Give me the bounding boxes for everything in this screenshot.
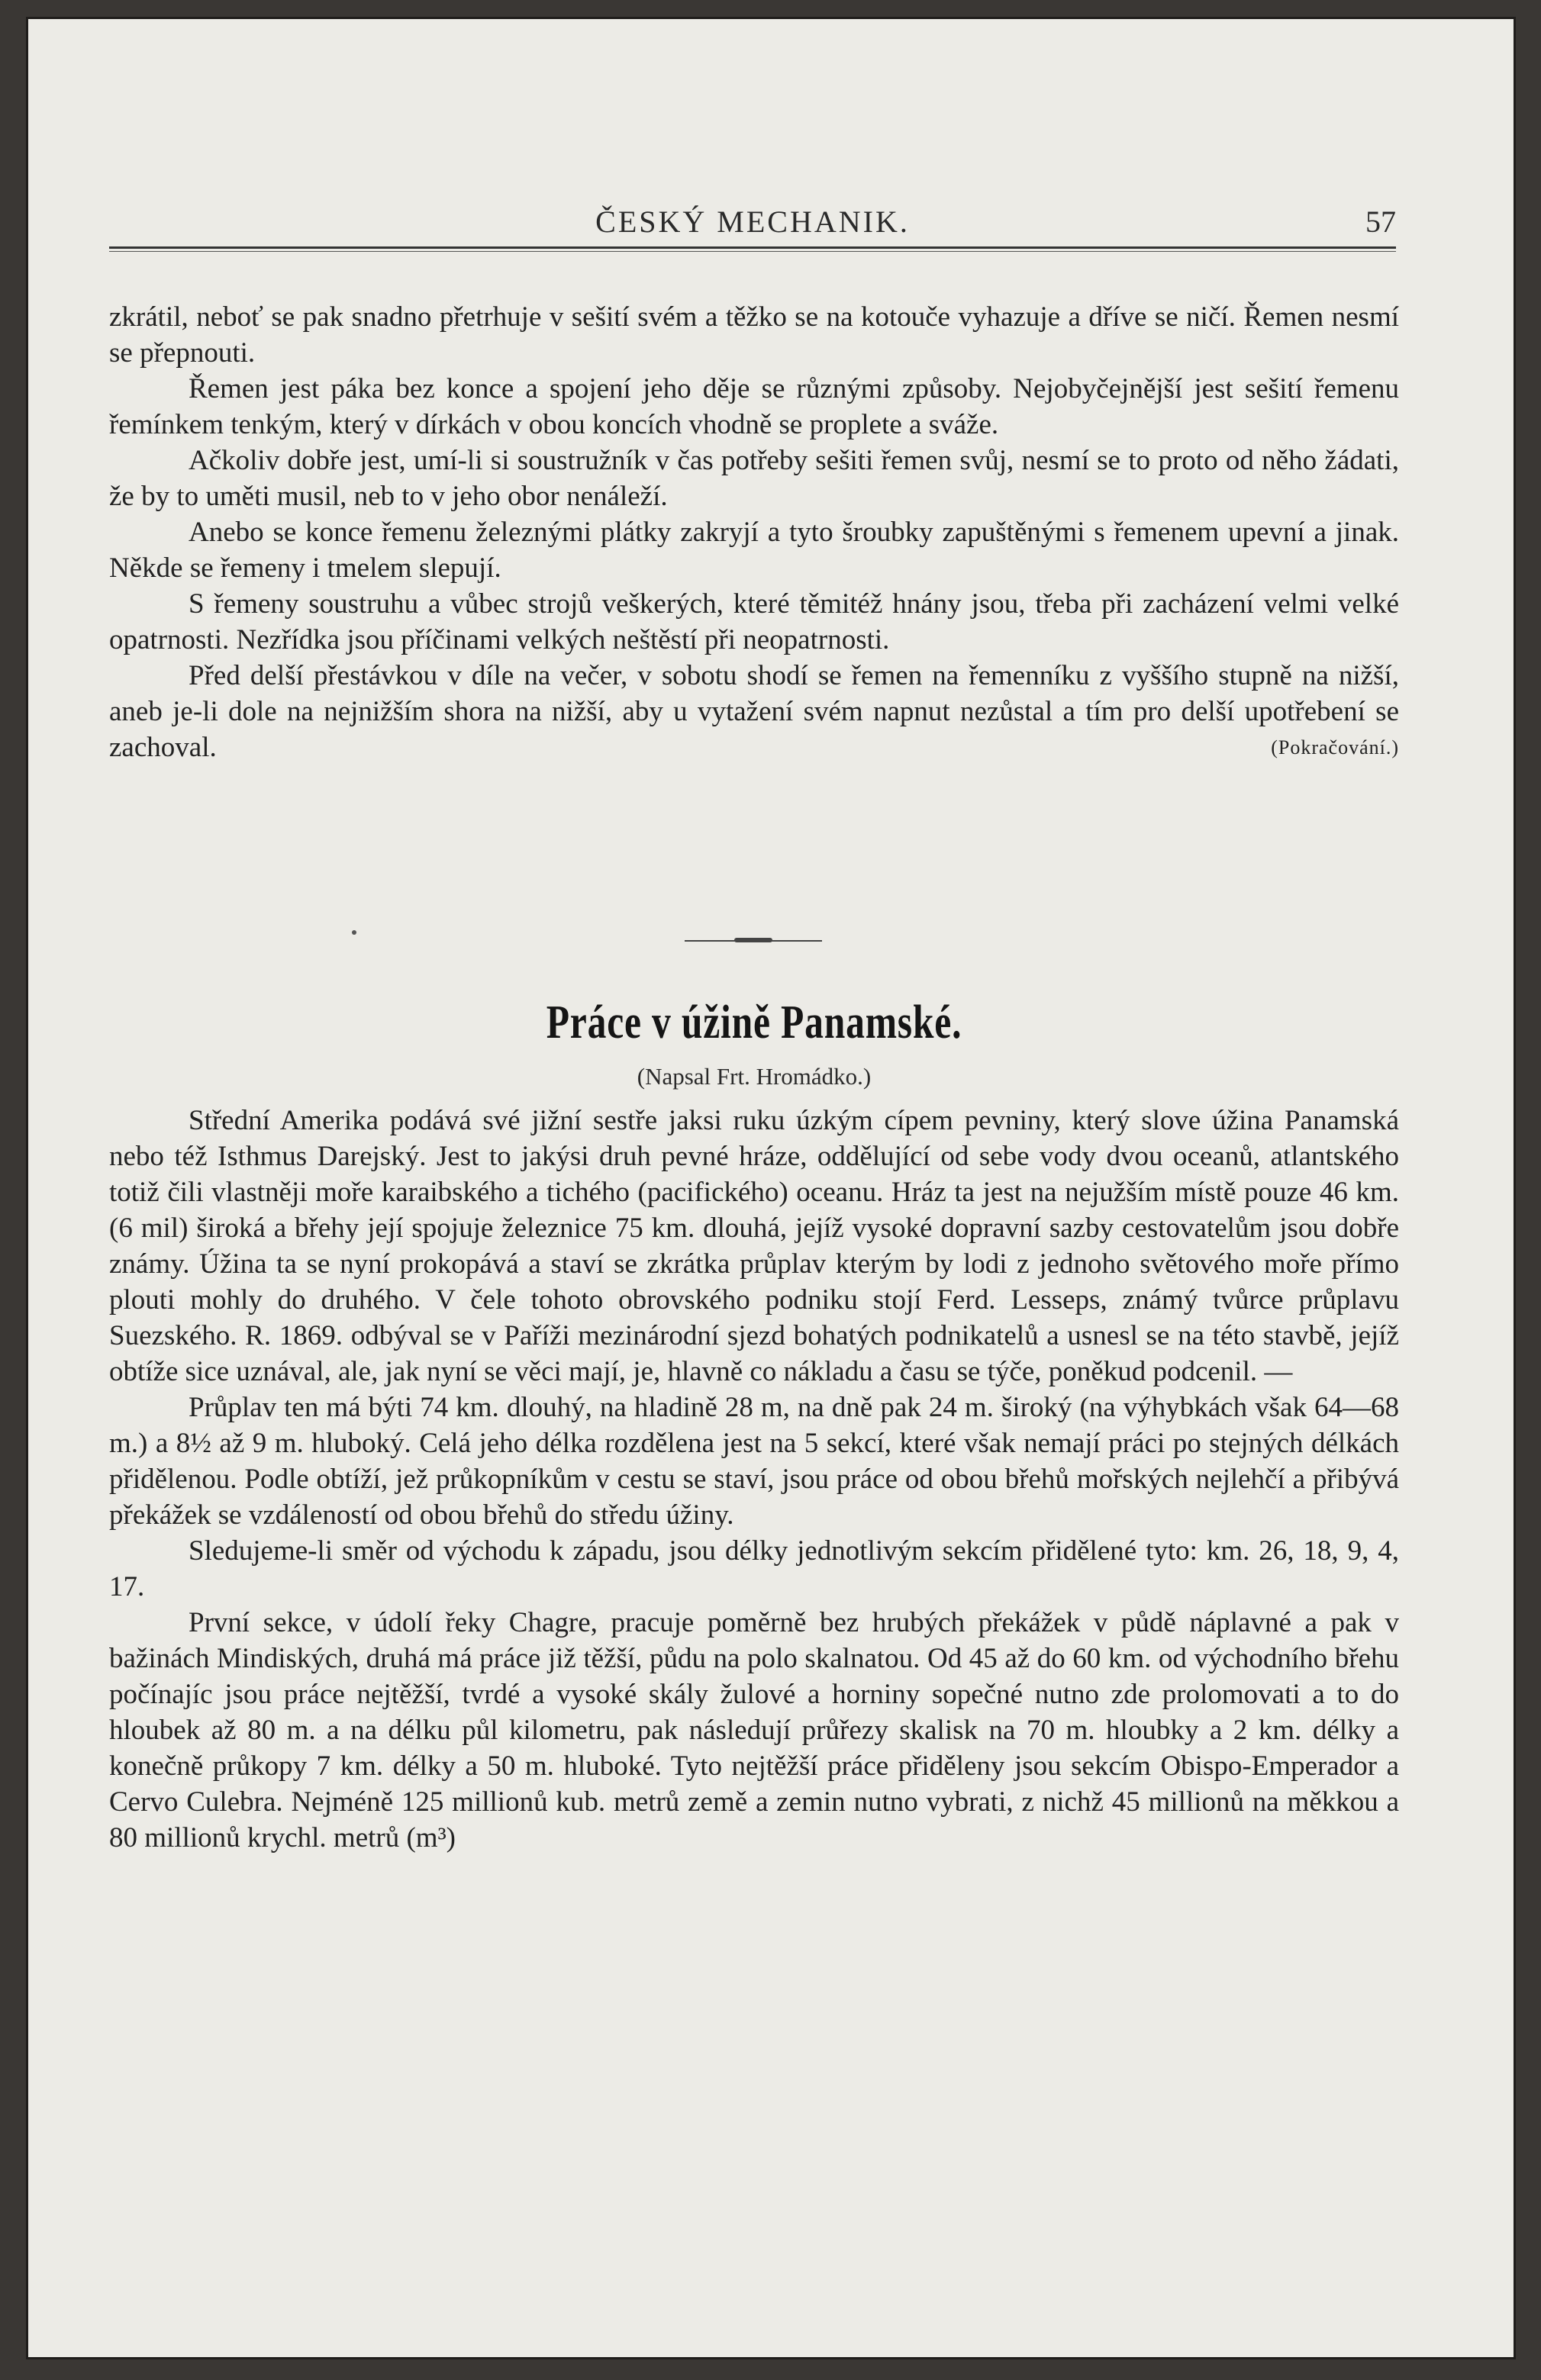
paragraph: První sekce, v údolí řeky Chagre, pracuje poměrně bez hrubých překážek v půdě náplavné a pak v bažinách Mindiských, druhá má práce již těžší, půdu na polo skalnatou. Od 45 až do 60 km. od východního břehu počínajíc jsou práce nejtěžší, tvrdé a vysoké skály žulové a horniny sopečné nutno zde prolomovati a to do hloubek až 80 m. a na délku půl kilometru, pak následují průřezy skalisk na 70 m. hloubky a 2 km. délky a konečně průkopy 7 km. délky a 50 m. hluboké. Tyto nejtěžší práce přiděleny jsou sekcím Obispo-Emperador a Cervo Culebra. Nejméně 125 millionů kub. metrů země a zemin nutno vybrati, z nichž 45 millionů na měkkou a 80 millionů krychl. metrů (m³)	[109, 1607, 1399, 1853]
paragraph-text: Před delší přestávkou v díle na večer, v sobotu shodí se řemen na řemenníku z vyššího stupně na nižší, aneb je-li dole na nejnižším shora na nižší, aby u vytažení svém napnut nezůstal a tím pro delší upotřebení se zachoval.	[109, 660, 1399, 763]
page-header	[109, 196, 1396, 250]
paragraph: S řemeny soustruhu a vůbec strojů veškerých, které těmitéž hnány jsou, třeba při zacházení velmi velké opatrnosti. Nezřídka jsou příčinami velkých neštěstí při neopatrnosti.	[109, 588, 1399, 655]
section-continued-text	[109, 299, 1399, 765]
page	[26, 17, 1516, 2359]
paragraph: zkrátil, neboť se pak snadno přetrhuje v sešití svém a těžko se na kotouče vyhazuje a dříve se ničí. Řemen nesmí se přepnouti.	[109, 301, 1399, 369]
paragraph-last	[109, 658, 1399, 765]
continuation-note: (Pokračování.)	[1271, 736, 1399, 758]
paragraph: Řemen jest páka bez konce a spojení jeho děje se různými způsoby. Nejobyčejnější jest sešití řemenu řemínkem tenkým, který v dírkách v obou koncích vhodně se proplete a sváže.	[109, 373, 1399, 440]
page-number: 57	[1365, 205, 1396, 239]
running-title: ČESKÝ MECHANIK.	[595, 205, 910, 239]
article-title: Práce v úžině Panamské.	[546, 997, 962, 1048]
article-body	[109, 1103, 1399, 1856]
print-speck	[352, 930, 356, 935]
header-rule	[109, 246, 1396, 249]
paragraph: Průplav ten má býti 74 km. dlouhý, na hladině 28 m, na dně pak 24 m. široký (na výhybkách však 64—68 m.) a 8½ až 9 m. hluboký. Celá jeho délka rozdělena jest na 5 sekcí, které však nemají práci po stejných délkách přidělenou. Podle obtíží, jež průkopníkům v cestu se staví, jsou práce od obou břehů mořských nejlehčí a přibývá překážek se vzdáleností od obou břehů do středu úžiny.	[109, 1392, 1399, 1531]
article-author: (Napsal Frt. Hromádko.)	[637, 1063, 872, 1090]
paragraph: Anebo se konce řemenu železnými plátky zakryjí a tyto šroubky zapuštěnými s řemenem upevní a jinak. Někde se řemeny i tmelem slepují.	[109, 517, 1399, 584]
paragraph: Ačkoliv dobře jest, umí-li si soustružník v čas potřeby sešiti řemen svůj, nesmí se to proto od něho žádati, že by to uměti musil, neb to v jeho obor nenáleží.	[109, 445, 1399, 512]
paragraph: Střední Amerika podává své jižní sestře jaksi ruku úzkým cípem pevniny, který slove úžina Panamská nebo též Isthmus Darejský. Jest to jakýsi druh pevné hráze, oddělující od sebe vody dvou oceanů, atlantského totiž čili vlastněji moře karaibského a tichého (pacifického) oceanu. Hráz ta jest na nejužším místě pouze 46 km. (6 mil) široká a břehy její spojuje železnice 75 km. dlouhá, jejíž vysoké dopravní sazby cestovatelům jsou dobře známy. Úžina ta se nyní prokopává a staví se zkrátka průplav kterým by lodi z jednoho světového moře přímo plouti mohly do druhého. V čele tohoto obrovského podniku stojí Ferd. Lesseps, známý tvůrce průplavu Suezského. R. 1869. odbýval se v Paříži mezinárodní sjezd bohatých podnikatelů a usnesl se na této stavbě, jejíž obtíže sice uznával, ale, jak nyní se věci mají, je, hlavně co nákladu a času se týče, poněkud podcenil. —	[109, 1105, 1399, 1387]
section-separator-ornament	[734, 938, 772, 942]
header-rule-thin	[109, 251, 1396, 252]
paragraph: Sledujeme-li směr od východu k západu, jsou délky jednotlivým sekcím přidělené tyto: km. 26, 18, 9, 4, 17.	[109, 1535, 1399, 1602]
